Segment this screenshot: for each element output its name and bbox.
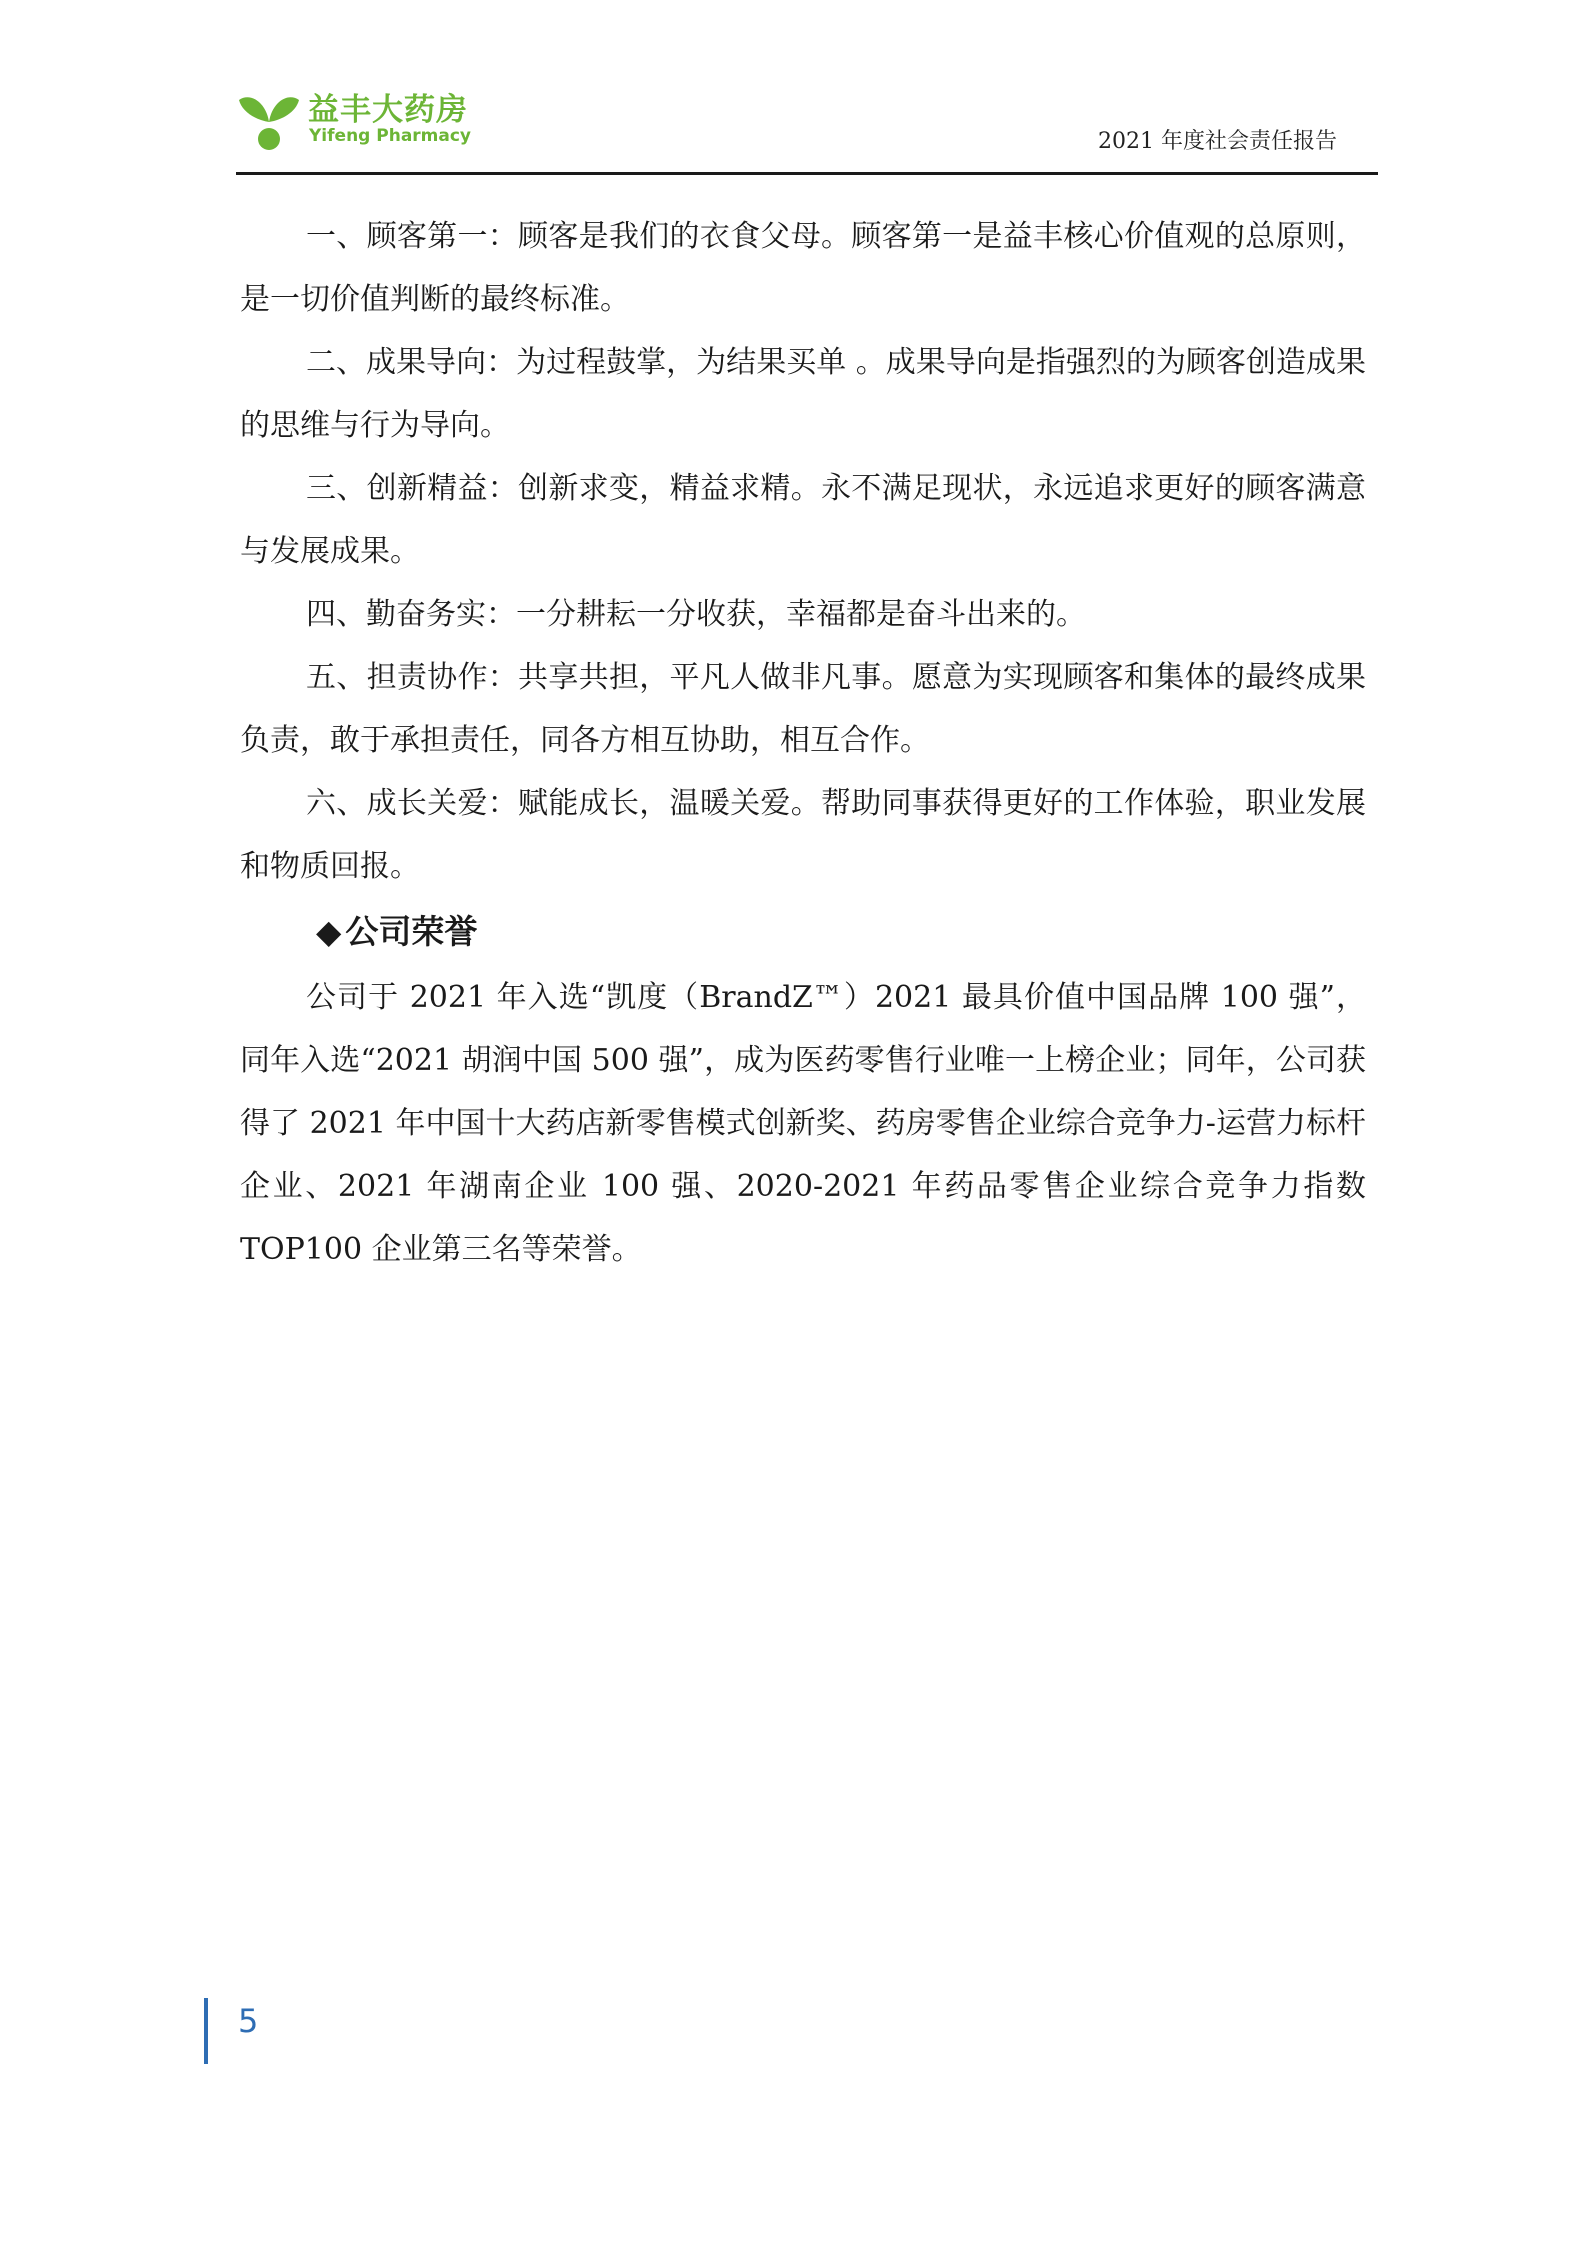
core-value-paragraph: 三、创新精益：创新求变，精益求精。永不满足现状，永远追求更好的顾客满意与发展成果。 — [240, 471, 1366, 569]
page-number: 5 — [238, 2002, 259, 2040]
page-number-accent-bar — [204, 1998, 208, 2064]
section-heading-text: 公司荣誉 — [345, 912, 478, 951]
yifeng-leaf-logo-icon — [236, 92, 302, 154]
honors-paragraph: 公司于 2021 年入选“凯度（BrandZ™）2021 最具价值中国品牌 100 强”，同年入选“2021 胡润中国 500 强”，成为医药零售行业唯一上榜企业；同年，公司获得了 2021 年中国十大药店新零售模式创新奖、药房零售企业综合竞争力-运营力标杆企业、2021 年湖南企业 100 强、2020-2021 年药品零售企业综合竞争力指数 TOP100 企业第三名等荣誉。 — [240, 980, 1366, 1267]
company-logo — [236, 92, 516, 154]
core-value-paragraph: 二、成果导向：为过程鼓掌，为结果买单 。成果导向是指强烈的为顾客创造成果的思维与行为导向。 — [240, 345, 1366, 443]
diamond-bullet-icon: ◆ — [316, 912, 342, 951]
header-divider — [236, 172, 1378, 175]
logo-english-name: Yifeng Pharmacy — [309, 126, 472, 146]
logo-chinese-name: 益丰大药房 — [308, 92, 468, 128]
core-value-paragraph: 六、成长关爱：赋能成长，温暖关爱。帮助同事获得更好的工作体验，职业发展和物质回报。 — [240, 786, 1366, 884]
report-title: 2021 年度社会责任报告 — [1098, 129, 1337, 154]
section-heading-honors — [316, 898, 1366, 966]
core-value-paragraph: 四、勤奋务实：一分耕耘一分收获，幸福都是奋斗出来的。 — [306, 597, 1086, 632]
core-value-paragraph: 五、担责协作：共享共担，平凡人做非凡事。愿意为实现顾客和集体的最终成果负责，敢于承担责任，同各方相互协助，相互合作。 — [240, 660, 1366, 758]
main-content — [240, 205, 1366, 1281]
core-value-paragraph: 一、顾客第一：顾客是我们的衣食父母。顾客第一是益丰核心价值观的总原则，是一切价值判断的最终标准。 — [240, 219, 1366, 317]
